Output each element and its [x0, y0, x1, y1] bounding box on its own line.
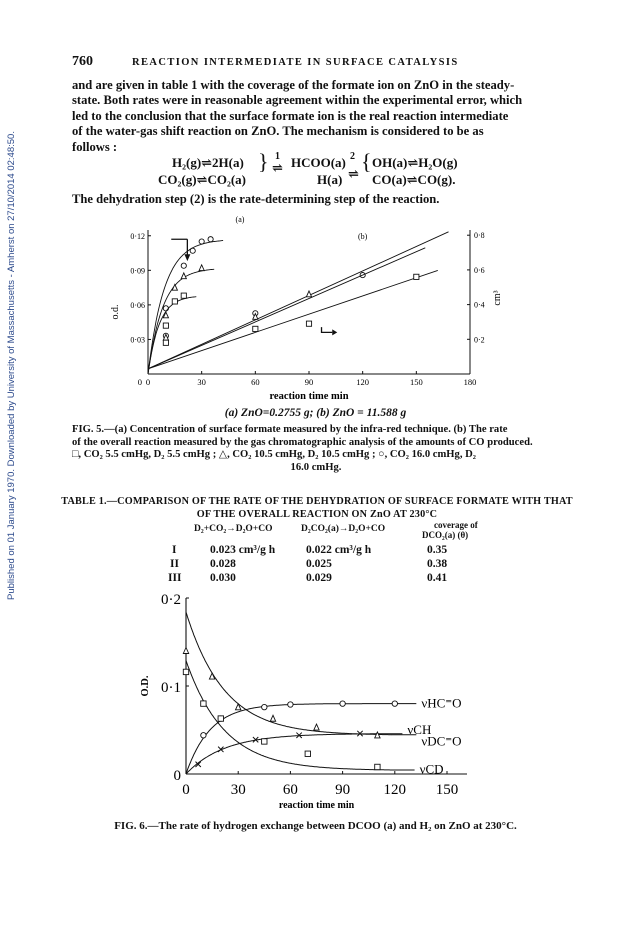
x-tick-label: 30	[230, 782, 246, 798]
caption-line: 16.0 cmHg.	[290, 461, 342, 473]
equation-co: CO(a)⇌CO(g).	[372, 172, 456, 187]
table-cell: 0.38	[427, 558, 448, 570]
table-cell: 0.023 cm³/g h	[210, 544, 276, 556]
data-point-square	[163, 340, 168, 345]
step-2-label: 2	[350, 151, 355, 162]
series-end-label: νCD	[419, 761, 444, 777]
data-point-triangle	[314, 724, 319, 730]
table-1-title: TABLE 1.—COMPARISON OF THE RATE OF THE DEHYDRATION OF SURFACE FORMATE WITH THAT	[61, 496, 573, 507]
data-point-square	[262, 739, 267, 744]
caption-line: □, CO₂ 5.5 cmHg, D₂ 5.5 cmHg ; △, CO₂ 10.5 cmHg, D₂ 10.5 cmHg ; ○, CO₂ 16.0 cmHg, D₂	[72, 449, 476, 461]
right-y-axis-label: cm³	[492, 290, 503, 306]
series-curve	[186, 734, 378, 774]
y-tick-label: 0·2	[161, 592, 181, 608]
right-y-tick-label: 0·4	[474, 300, 485, 310]
table-1-subtitle: OF THE OVERALL REACTION ON ZnO AT 230°C	[196, 509, 438, 520]
data-point-circle	[340, 701, 345, 706]
data-point-circle	[201, 733, 206, 738]
left-y-tick-label: 0·06	[130, 300, 145, 310]
left-axis-arrow	[171, 239, 187, 256]
left-y-tick-label: 0·03	[130, 335, 145, 345]
table-header-coverage-2: DCO₂(a) (θ)	[422, 530, 469, 540]
series-curve	[186, 612, 392, 735]
data-point-triangle	[199, 265, 204, 271]
x-tick-label: 90	[335, 782, 351, 798]
table-header-dehydration: D₂CO₂(a)→D₂O+CO	[301, 524, 386, 534]
row-label: II	[170, 558, 179, 570]
data-point-square	[201, 701, 206, 706]
caption-line: of the overall reaction measured by the gas chromatographic analysis of the amounts of CO produced.	[72, 436, 533, 448]
series-end-label: νDC⁼O	[421, 733, 462, 749]
left-y-tick-label: 0·09	[130, 266, 145, 276]
right-y-tick-label: 0·2	[474, 335, 485, 345]
x-tick-label: 60	[251, 377, 260, 387]
step-1-label: 1	[275, 151, 280, 162]
x-axis-label: reaction time min	[278, 800, 355, 811]
body-paragraph	[72, 78, 556, 155]
y-tick-label: 0·1	[161, 680, 181, 696]
data-point-circle	[288, 702, 293, 707]
x-tick-label: 150	[409, 377, 423, 387]
left-brace: }	[258, 149, 269, 174]
paragraph-line: and are given in table 1 with the coverage of the formate ion on ZnO in the steady-	[72, 78, 515, 92]
x-tick-label: 30	[197, 377, 206, 387]
running-head: REACTION INTERMEDIATE IN SURFACE CATALYSIS	[132, 57, 459, 68]
right-brace: {	[361, 149, 372, 174]
left-y-axis-label: o.d.	[110, 304, 121, 320]
row-label: I	[172, 544, 177, 556]
x-tick-label: 120	[383, 782, 407, 798]
table-cell: 0.35	[427, 544, 448, 556]
x-tick-label: 150	[435, 782, 459, 798]
equilibrium-arrow-2: ⇌	[348, 166, 359, 181]
equation-oh: OH(a)⇌H₂O(g)	[372, 155, 458, 170]
series-end-label: νHC⁼O	[421, 695, 462, 711]
panel-a-curve	[148, 241, 223, 375]
series-curve	[186, 661, 390, 770]
data-point-square	[305, 751, 310, 756]
figure-6-caption: FIG. 6.—The rate of hydrogen exchange between DCOO (a) and H₂ on ZnO at 230°C.	[114, 820, 517, 832]
data-point-triangle	[181, 273, 186, 279]
download-watermark	[0, 132, 28, 602]
equation-h2: H₂(g)⇌2H(a)	[172, 155, 244, 170]
data-point-square	[414, 274, 419, 279]
paragraph-line: follows :	[72, 139, 118, 154]
right-axis-arrow	[322, 327, 333, 332]
table-header-overall: D₂+CO₂→D₂O+CO	[194, 524, 273, 534]
left-axis-arrowhead	[184, 254, 190, 261]
equation-formate: HCOO(a)	[291, 155, 346, 170]
right-y-tick-label: 0·8	[474, 231, 485, 241]
figure-5-chart	[100, 212, 530, 420]
right-axis-arrowhead	[332, 329, 337, 335]
table-cell: 0.022 cm³/g h	[306, 544, 372, 556]
panel-a-label: (a)	[235, 215, 245, 224]
download-note: Published on 01 January 1970. Downloaded by University of Massachusetts - Amherst on 27/10/2014 02:48:50.	[6, 131, 17, 600]
data-point-circle	[190, 248, 195, 253]
row-label: III	[168, 572, 182, 584]
figure-6-chart	[140, 590, 500, 812]
panel-b-line	[148, 248, 425, 369]
data-point-square	[181, 293, 186, 298]
equation-co2: CO₂(g)⇌CO₂(a)	[158, 172, 247, 187]
right-y-tick-label: 0·6	[474, 265, 485, 275]
table-cell: 0.030	[210, 572, 236, 584]
figure-5-caption	[72, 424, 560, 474]
x-tick-label: 0	[182, 782, 190, 798]
data-point-circle	[208, 237, 213, 242]
paragraph-line: led to the conclusion that the surface formate ion is the real reaction intermediate	[72, 108, 509, 123]
x-axis-label: reaction time min	[269, 391, 349, 402]
caption-line: FIG. 5.—(a) Concentration of surface formate measured by the infra-red technique. (b) The rate	[72, 424, 508, 435]
data-point-square	[375, 764, 380, 769]
data-point-circle	[392, 701, 397, 706]
data-point-square	[172, 299, 177, 304]
panel-b-line	[148, 270, 438, 368]
table-header-coverage: coverage of	[434, 520, 478, 530]
x-tick-label: 180	[463, 377, 477, 387]
paragraph-line: state. Both rates were in reasonable agreement within the experimental error, which	[72, 93, 523, 108]
table-cell: 0.025	[306, 558, 332, 570]
data-point-square	[253, 326, 258, 331]
equilibrium-arrow-1: ⇌	[272, 160, 283, 175]
data-point-circle	[181, 263, 186, 268]
left-y-tick-label: 0·12	[130, 231, 145, 241]
y-axis-label: O.D.	[140, 675, 151, 697]
panel-b-label: (b)	[358, 232, 368, 241]
table-cell: 0.028	[210, 558, 236, 570]
y-tick-label: 0	[173, 768, 181, 784]
data-point-circle	[199, 239, 204, 244]
equation-h-adsorbed: H(a)	[317, 172, 343, 187]
panel-a-curve	[148, 297, 196, 374]
series-end-label: νCH	[407, 722, 432, 737]
x-tick-label: 60	[282, 782, 298, 798]
table-cell: 0.029	[306, 572, 332, 584]
data-point-square	[163, 323, 168, 328]
figure-5-sample-note: (a) ZnO=0.2755 g; (b) ZnO = 11.588 g	[224, 407, 407, 419]
x-tick-label: 90	[304, 377, 314, 387]
x-tick-label: 120	[356, 377, 370, 387]
panel-a-curve	[148, 269, 214, 374]
x-tick-label: 0	[145, 377, 151, 387]
data-point-circle	[262, 704, 267, 709]
data-point-triangle	[306, 291, 311, 297]
table-cell: 0.41	[427, 572, 448, 584]
data-point-square	[218, 716, 223, 721]
paragraph-line: of the water-gas shift reaction on ZnO. The mechanism is considered to be as	[72, 124, 484, 139]
origin-label: 0	[137, 377, 142, 387]
page-number: 760	[72, 54, 93, 69]
body-paragraph-2: The dehydration step (2) is the rate-determining step of the reaction.	[72, 192, 440, 206]
data-point-square	[183, 669, 188, 674]
data-point-triangle	[270, 715, 275, 721]
data-point-triangle	[183, 648, 188, 654]
data-point-square	[306, 321, 311, 326]
data-point-circle	[163, 306, 168, 311]
